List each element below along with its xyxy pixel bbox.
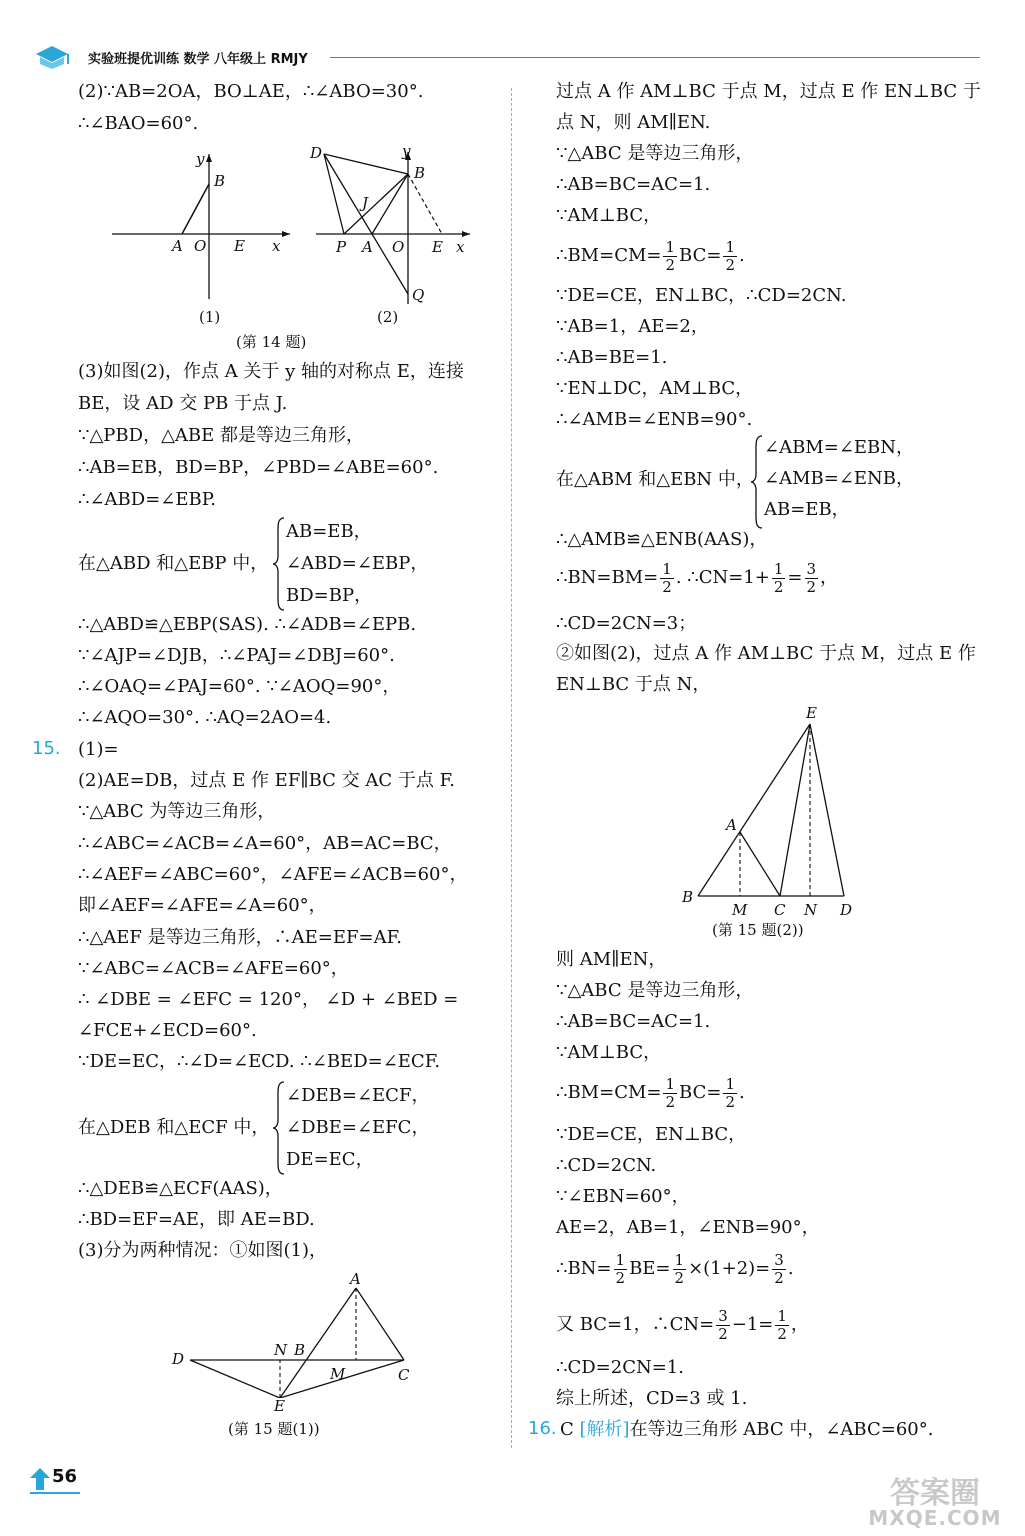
text-line: ∵DE=EC，∴∠D=∠ECD. ∴∠BED=∠ECF. xyxy=(78,1051,441,1072)
text-line: ∴∠AQO=30°. ∴AQ=2AO=4. xyxy=(78,707,332,728)
numerator: 1 xyxy=(725,237,735,256)
text-line: (3)如图(2)，作点 A 关于 y 轴的对称点 E，连接 xyxy=(78,361,464,382)
system-row: ∠ABM=∠EBN， xyxy=(764,437,915,458)
text-line: ∵△ABC 是等边三角形， xyxy=(556,143,754,164)
label-y2: y xyxy=(402,144,411,160)
fraction xyxy=(775,1308,789,1343)
text-span: ， xyxy=(820,567,839,588)
label-m-fig15-2: M xyxy=(732,901,748,919)
equation-system xyxy=(78,1080,503,1176)
label-q: Q xyxy=(412,286,425,304)
denominator: 2 xyxy=(773,577,784,596)
fraction xyxy=(723,1076,737,1111)
text-line: ∵DE=CE，EN⊥BC，∴CD=2CN. xyxy=(556,285,847,306)
label-j: J xyxy=(362,194,369,212)
label-p: P xyxy=(336,238,347,256)
answer-choice: C xyxy=(560,1419,574,1440)
text-span: BC= xyxy=(679,245,722,266)
text-span: BE= xyxy=(629,1258,671,1279)
text-line: ∴∠BAO=60°. xyxy=(78,113,199,134)
text-line: ∴∠ABC=∠ACB=∠A=60°，AB=AC=BC， xyxy=(78,833,452,854)
equation-system xyxy=(78,516,503,612)
label-d: D xyxy=(172,1350,185,1368)
text-line: (2)AE=DB，过点 E 作 EF∥BC 交 AC 于点 F. xyxy=(78,770,456,791)
text-line: AE=2，AB=1，∠ENB=90°， xyxy=(556,1217,820,1238)
text-span: = xyxy=(787,567,803,588)
numerator: 3 xyxy=(774,1250,784,1269)
system-row: ∠DBE=∠EFC， xyxy=(286,1117,430,1138)
text-line: ∵△PBD，△ABE 都是等边三角形， xyxy=(78,425,364,446)
fraction xyxy=(663,1076,677,1111)
denominator: 2 xyxy=(774,1268,784,1287)
column-divider xyxy=(511,88,512,1448)
label-e2: E xyxy=(432,238,443,256)
text-line: 综上所述，CD=3 或 1. xyxy=(556,1388,748,1409)
fig14-caption: (第 14 题) xyxy=(236,333,307,351)
numerator: 1 xyxy=(773,559,784,578)
numerator: 1 xyxy=(725,1074,735,1093)
label-b: B xyxy=(214,172,226,190)
text-line: ∴△AEF 是等边三角形，∴AE=EF=AF. xyxy=(78,927,402,948)
label-e: E xyxy=(806,704,817,722)
text-line: ∴ ∠DBE = ∠EFC = 120°， ∠D + ∠BED = xyxy=(78,989,459,1010)
text-line: ∴△ABD≌△EBP(SAS). ∴∠ADB=∠EPB. xyxy=(78,614,417,635)
text-line: ∴∠AMB=∠ENB=90°. xyxy=(556,409,753,430)
text-line: ∴∠OAQ=∠PAJ=60°. ∵∠AOQ=90°， xyxy=(78,676,401,697)
system-row: BD=BP， xyxy=(286,585,373,606)
label-b2: B xyxy=(414,164,426,182)
text-line: ∵∠EBN=60°， xyxy=(556,1186,690,1207)
equation-system xyxy=(556,434,986,530)
text-line: BE，设 AD 交 PB 于点 J. xyxy=(78,393,288,414)
text-span: . xyxy=(739,245,745,266)
header-title: 实验班提优训练 数学 八年级上 RMJY xyxy=(88,52,308,67)
text-line: ∴CD=2CN=3； xyxy=(556,613,697,634)
text-span: ∴BN= xyxy=(556,1258,612,1279)
label-e-fig15-1: E xyxy=(274,1397,285,1415)
text-span: 又 BC=1，∴CN= xyxy=(556,1314,715,1335)
text-span: . ∴CN=1+ xyxy=(675,567,770,588)
label-o: O xyxy=(194,237,207,255)
denominator: 2 xyxy=(662,577,672,596)
system-row: ∠ABD=∠EBP， xyxy=(286,553,429,574)
up-arrow-icon xyxy=(30,1468,50,1492)
text-line: 则 AM∥EN， xyxy=(556,949,667,970)
label-y: y xyxy=(196,150,205,168)
fraction xyxy=(805,561,819,596)
fraction-line xyxy=(556,1305,809,1345)
numerator: 1 xyxy=(665,1074,676,1093)
text-span: ∴BM=CM= xyxy=(556,245,662,266)
brace-icon xyxy=(272,1080,286,1176)
brace-icon xyxy=(272,516,286,612)
fraction-line xyxy=(556,558,838,598)
system-prefix: 在△ABM 和△EBN 中， xyxy=(556,469,754,490)
text-line: ∴△AMB≌△ENB(AAS)， xyxy=(556,529,768,550)
text-line: ∴BD=EF=AE，即 AE=BD. xyxy=(78,1209,315,1230)
text-line: (2)∵AB=2OA，BO⊥AE，∴∠ABO=30°. xyxy=(78,81,424,102)
fraction xyxy=(663,239,677,274)
text-line: ∴AB=BC=AC=1. xyxy=(556,174,711,195)
text-line: (1)= xyxy=(78,739,119,760)
page-number: 56 xyxy=(52,1466,78,1487)
text-span: . xyxy=(739,1082,745,1103)
fraction xyxy=(772,561,786,596)
text-line: ∵∠AJP=∠DJB，∴∠PAJ=∠DBJ=60°. xyxy=(78,645,395,666)
text-line: ∴CD=2CN. xyxy=(556,1155,657,1176)
label-x: x xyxy=(272,237,281,255)
label-d: D xyxy=(310,144,323,162)
text-line: ∵△ABC 是等边三角形， xyxy=(556,980,754,1001)
label-x2: x xyxy=(456,238,465,256)
text-span: ， xyxy=(790,1314,809,1335)
text-line: ∠FCE+∠ECD=60°. xyxy=(78,1020,257,1041)
denominator: 2 xyxy=(674,1268,685,1287)
label-a2: A xyxy=(362,238,373,256)
text-span: . xyxy=(787,1258,794,1279)
question-number: 15. xyxy=(32,738,61,759)
page-header xyxy=(30,44,980,70)
text-line: ∴∠ABD=∠EBP. xyxy=(78,489,216,510)
watermark xyxy=(850,1468,1020,1532)
label-n-fig15-2: N xyxy=(804,901,818,919)
text-line: ∵AM⊥BC， xyxy=(556,1042,662,1063)
numerator: 3 xyxy=(806,559,817,578)
fraction-line xyxy=(556,1073,745,1113)
text-line: 过点 A 作 AM⊥BC 于点 M，过点 E 作 EN⊥BC 于 xyxy=(556,81,981,102)
denominator: 2 xyxy=(665,255,676,274)
text-span: ∴BN=BM= xyxy=(556,567,659,588)
header-rule xyxy=(330,57,980,58)
answer-line xyxy=(560,1418,933,1442)
brace-icon xyxy=(750,434,764,530)
label-c-fig15-2: C xyxy=(774,901,786,919)
text-line: ②如图(2)，过点 A 作 AM⊥BC 于点 M，过点 E 作 xyxy=(556,643,976,664)
system-prefix: 在△ABD 和△EBP 中， xyxy=(78,553,269,574)
label-n: N xyxy=(274,1341,288,1359)
system-row: DE=EC， xyxy=(286,1149,374,1170)
text-span: −1= xyxy=(731,1314,774,1335)
label-e: E xyxy=(234,237,245,255)
fraction-line xyxy=(556,236,745,276)
text-line: ∴CD=2CN=1. xyxy=(556,1357,684,1378)
label-a: A xyxy=(726,816,737,834)
denominator: 2 xyxy=(777,1324,787,1343)
numerator: 1 xyxy=(674,1250,685,1269)
text-line: ∵AM⊥BC， xyxy=(556,205,662,226)
denominator: 2 xyxy=(806,577,817,596)
label-b: B xyxy=(682,888,694,906)
fraction xyxy=(716,1308,730,1343)
text-span: ∴BM=CM= xyxy=(556,1082,662,1103)
question-number: 16. xyxy=(528,1418,557,1439)
fig15-2-caption: (第 15 题(2)) xyxy=(712,921,804,939)
system-row: ∠AMB=∠ENB， xyxy=(764,468,915,489)
text-line: ∴AB=BC=AC=1. xyxy=(556,1011,711,1032)
watermark-top: 答案圈 xyxy=(890,1476,980,1511)
text-line: ∵△ABC 为等边三角形， xyxy=(78,801,276,822)
analysis-text: 在等边三角形 ABC 中，∠ABC=60°. xyxy=(629,1419,934,1440)
label-d-fig15-2: D xyxy=(840,901,853,919)
text-line: ∴∠AEF=∠ABC=60°，∠AFE=∠ACB=60°， xyxy=(78,864,468,885)
text-line: 点 N，则 AM∥EN. xyxy=(556,112,711,133)
label-b: B xyxy=(294,1341,306,1359)
denominator: 2 xyxy=(725,1092,735,1111)
denominator: 2 xyxy=(725,255,735,274)
text-line: ∴AB=BE=1. xyxy=(556,347,668,368)
text-span: ×(1+2)= xyxy=(688,1258,771,1279)
fraction xyxy=(673,1252,687,1287)
fig14-sub2: (2) xyxy=(377,308,399,326)
text-line: EN⊥BC 于点 N， xyxy=(556,674,711,695)
system-row: AB=EB， xyxy=(286,521,372,542)
numerator: 1 xyxy=(777,1306,787,1325)
system-prefix: 在△DEB 和△ECF 中， xyxy=(78,1117,270,1138)
numerator: 1 xyxy=(665,237,676,256)
fraction xyxy=(772,1252,786,1287)
denominator: 2 xyxy=(615,1268,626,1287)
label-o2: O xyxy=(392,238,405,256)
figure-15-2 xyxy=(678,698,878,908)
system-row: AB=EB， xyxy=(764,499,850,520)
figure-14 xyxy=(108,144,488,344)
text-line: ∵EN⊥DC，AM⊥BC， xyxy=(556,378,754,399)
book-logo-icon xyxy=(30,44,74,70)
numerator: 1 xyxy=(615,1250,626,1269)
fraction xyxy=(660,561,674,596)
numerator: 3 xyxy=(718,1306,728,1325)
analysis-tag: [解析] xyxy=(579,1419,630,1440)
text-span: BC= xyxy=(679,1082,722,1103)
text-line: ∴AB=EB，BD=BP，∠PBD=∠ABE=60°. xyxy=(78,457,439,478)
figure-15-1 xyxy=(170,1268,420,1398)
label-m: M xyxy=(330,1365,346,1383)
watermark-bottom: MXQE.COM xyxy=(868,1506,1002,1530)
fraction xyxy=(723,239,737,274)
label-a: A xyxy=(172,237,183,255)
text-line: ∵DE=CE，EN⊥BC， xyxy=(556,1124,747,1145)
text-line: ∴△DEB≌△ECF(AAS)， xyxy=(78,1178,283,1199)
page-number-underline xyxy=(30,1492,80,1494)
system-row: ∠DEB=∠ECF， xyxy=(286,1085,430,1106)
text-line: 即∠AEF=∠AFE=∠A=60°， xyxy=(78,895,327,916)
label-a: A xyxy=(350,1270,361,1288)
fig15-1-caption: (第 15 题(1)) xyxy=(228,1420,320,1438)
fraction xyxy=(614,1252,628,1287)
denominator: 2 xyxy=(718,1324,728,1343)
text-line: ∵∠ABC=∠ACB=∠AFE=60°， xyxy=(78,958,349,979)
text-line: ∵AB=1，AE=2， xyxy=(556,316,709,337)
text-line: (3)分为两种情况：①如图(1)， xyxy=(78,1240,327,1261)
denominator: 2 xyxy=(665,1092,676,1111)
fig14-sub1: (1) xyxy=(199,308,221,326)
numerator: 1 xyxy=(662,559,672,578)
fraction-line xyxy=(556,1249,794,1289)
label-c: C xyxy=(398,1366,410,1384)
